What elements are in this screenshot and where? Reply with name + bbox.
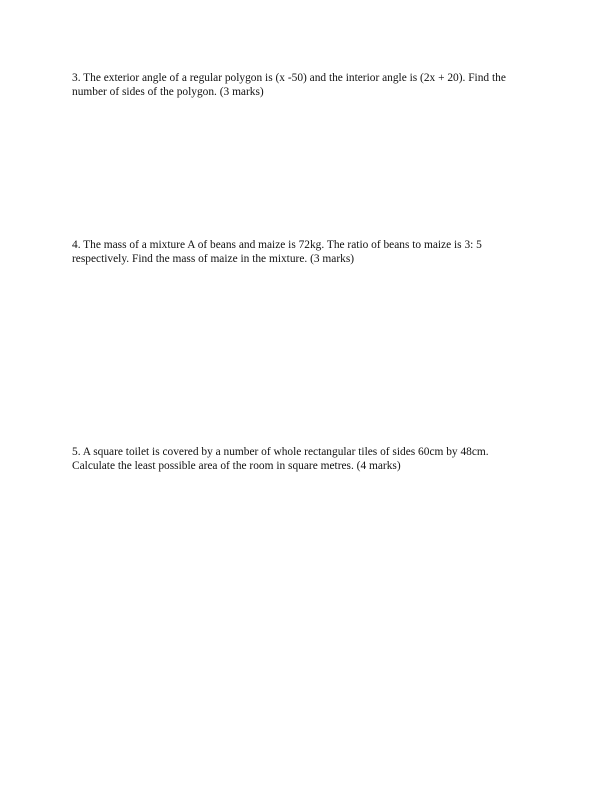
question-4-line-2: respectively. Find the mass of maize in the mixture. (3 marks) <box>72 252 355 265</box>
question-5-line-1: 5. A square toilet is covered by a number of whole rectangular tiles of sides 60cm by 48cm. <box>72 446 489 458</box>
question-3-line-1: 3. The exterior angle of a regular polygon is (x -50) and the interior angle is (2x + 20). Find the <box>72 72 506 84</box>
question-5 <box>72 446 542 474</box>
question-3 <box>72 72 542 100</box>
question-4 <box>72 239 542 267</box>
question-4-line-1: 4. The mass of a mixture A of beans and maize is 72kg. The ratio of beans to maize is 3: 5 <box>72 239 482 251</box>
question-5-line-2: Calculate the least possible area of the room in square metres. (4 marks) <box>72 459 401 472</box>
question-3-line-2: number of sides of the polygon. (3 marks) <box>72 85 264 98</box>
